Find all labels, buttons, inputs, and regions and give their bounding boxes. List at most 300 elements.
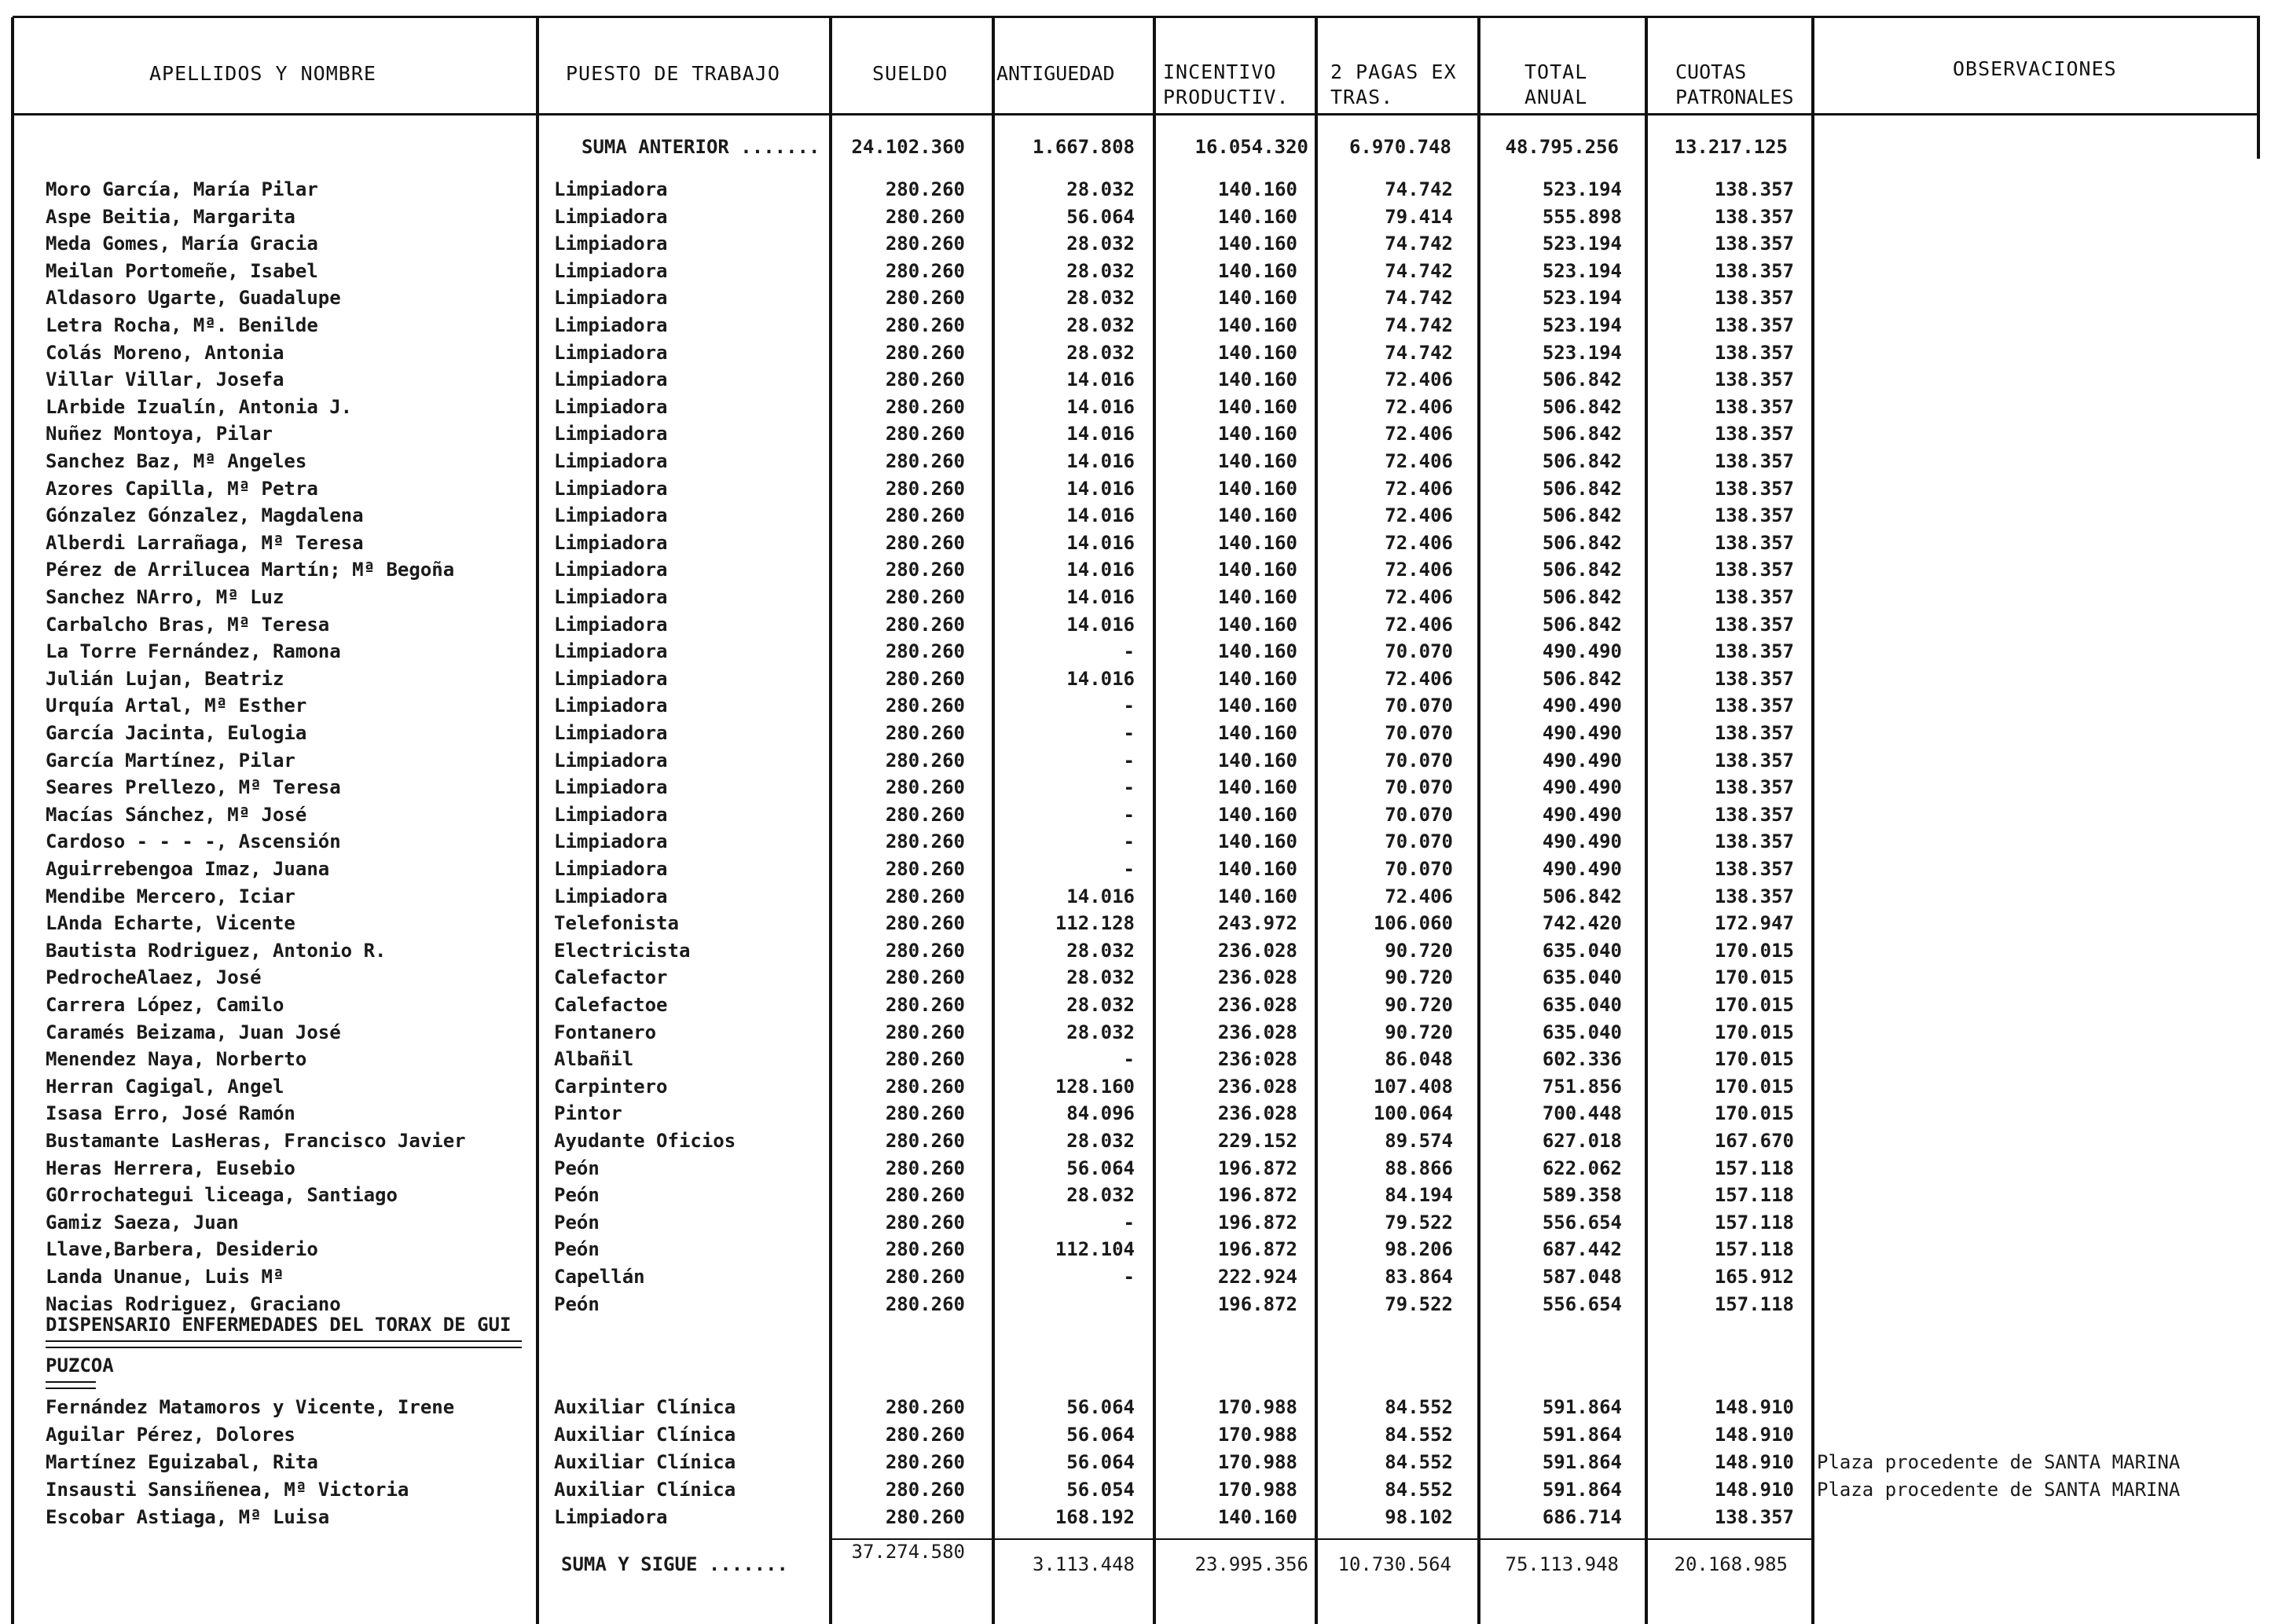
- row-total: 591.864: [1542, 1423, 1622, 1446]
- row-puesto: Limpiadora: [554, 776, 668, 799]
- row-pagas: 74.742: [1385, 341, 1453, 364]
- row-incentivo: 140.160: [1217, 830, 1297, 853]
- row-cuotas: 167.670: [1714, 1130, 1794, 1152]
- suma-sigue-antiguedad: 3.113.448: [1032, 1553, 1135, 1575]
- row-sueldo: 280.260: [885, 450, 965, 472]
- row-antiguedad: 14.016: [1066, 613, 1135, 636]
- suma-anterior-antiguedad: 1.667.808: [1032, 136, 1135, 158]
- row-nombre: Carbalcho Bras, Mª Teresa: [46, 613, 330, 636]
- header-pagas: 2 PAGAS EX TRAS.: [1330, 60, 1457, 108]
- row-antiguedad: -: [1123, 1266, 1135, 1288]
- row-sueldo: 280.260: [885, 1266, 965, 1288]
- row-sueldo: 280.260: [885, 477, 965, 500]
- row-pagas: 70.070: [1385, 803, 1453, 826]
- row-total: 591.864: [1542, 1478, 1622, 1501]
- row-incentivo: 196.872: [1217, 1184, 1297, 1207]
- row-sueldo: 280.260: [885, 314, 965, 336]
- row-total: 591.864: [1542, 1450, 1622, 1473]
- row-puesto: Calefactor: [554, 966, 668, 989]
- row-incentivo: 140.160: [1217, 722, 1297, 744]
- row-incentivo: 140.160: [1217, 341, 1297, 364]
- row-cuotas: 138.357: [1714, 559, 1794, 581]
- row-total: 635.040: [1542, 1021, 1622, 1043]
- row-cuotas: 138.357: [1714, 531, 1794, 554]
- row-incentivo: 140.160: [1217, 287, 1297, 310]
- row-puesto: Limpiadora: [554, 341, 668, 364]
- row-total: 506.842: [1542, 531, 1622, 554]
- row-total: 622.062: [1542, 1157, 1622, 1179]
- row-puesto: Limpiadora: [554, 1505, 668, 1528]
- row-pagas: 79.414: [1385, 205, 1453, 228]
- row-sueldo: 280.260: [885, 1211, 965, 1234]
- row-total: 700.448: [1542, 1102, 1622, 1125]
- header-sueldo: SUELDO: [872, 62, 948, 85]
- row-pagas: 70.070: [1385, 749, 1453, 772]
- row-nombre: Bautista Rodriguez, Antonio R.: [46, 939, 387, 962]
- row-antiguedad: 14.016: [1066, 504, 1135, 527]
- row-pagas: 72.406: [1385, 423, 1453, 445]
- row-incentivo: 140.160: [1217, 858, 1297, 880]
- row-cuotas: 148.910: [1714, 1450, 1794, 1473]
- row-nombre: García Jacinta, Eulogia: [46, 722, 307, 744]
- rule-col-obs: [1811, 17, 1814, 1624]
- header-incentivo: INCENTIVO PRODUCTIV.: [1163, 60, 1290, 108]
- row-cuotas: 138.357: [1714, 830, 1794, 853]
- row-nombre: Gónzalez Gónzalez, Magdalena: [46, 504, 364, 527]
- row-cuotas: 157.118: [1714, 1292, 1794, 1315]
- row-antiguedad: 112.104: [1055, 1238, 1135, 1261]
- row-puesto: Limpiadora: [554, 259, 668, 282]
- row-nombre: Azores Capilla, Mª Petra: [46, 477, 318, 500]
- row-incentivo: 140.160: [1217, 885, 1297, 907]
- row-nombre: Alberdi Larrañaga, Mª Teresa: [46, 531, 364, 554]
- row-incentivo: 236.028: [1217, 994, 1297, 1016]
- row-nombre: PedrocheAlaez, José: [46, 966, 262, 989]
- row-total: 591.864: [1542, 1396, 1622, 1418]
- row-puesto: Pintor: [554, 1102, 622, 1125]
- row-incentivo: 236.028: [1217, 1075, 1297, 1098]
- row-incentivo: 140.160: [1217, 586, 1297, 608]
- row-nombre: Julián Lujan, Beatriz: [46, 667, 284, 690]
- row-total: 490.490: [1542, 695, 1622, 717]
- row-total: 506.842: [1542, 613, 1622, 636]
- row-sueldo: 280.260: [885, 1292, 965, 1315]
- row-antiguedad: -: [1123, 749, 1135, 772]
- row-pagas: 74.742: [1385, 287, 1453, 310]
- row-pagas: 72.406: [1385, 368, 1453, 391]
- row-incentivo: 140.160: [1217, 695, 1297, 717]
- row-cuotas: 165.912: [1714, 1266, 1794, 1288]
- row-total: 506.842: [1542, 504, 1622, 527]
- row-sueldo: 280.260: [885, 287, 965, 310]
- row-nombre: Isasa Erro, José Ramón: [46, 1102, 295, 1125]
- row-sueldo: 280.260: [885, 912, 965, 935]
- row-pagas: 72.406: [1385, 504, 1453, 527]
- row-total: 523.194: [1542, 259, 1622, 282]
- row-total: 506.842: [1542, 368, 1622, 391]
- row-pagas: 83.864: [1385, 1266, 1453, 1288]
- row-antiguedad: -: [1123, 776, 1135, 799]
- row-puesto: Limpiadora: [554, 885, 668, 907]
- row-total: 627.018: [1542, 1130, 1622, 1152]
- row-total: 523.194: [1542, 287, 1622, 310]
- row-incentivo: 140.160: [1217, 504, 1297, 527]
- row-pagas: 72.406: [1385, 586, 1453, 608]
- suma-anterior-label: SUMA ANTERIOR .......: [582, 136, 820, 158]
- row-nombre: Villar Villar, Josefa: [46, 368, 284, 391]
- row-puesto: Limpiadora: [554, 749, 668, 772]
- row-incentivo: 140.160: [1217, 559, 1297, 581]
- row-sueldo: 280.260: [885, 1048, 965, 1071]
- row-incentivo: 170.988: [1217, 1450, 1297, 1473]
- row-antiguedad: 28.032: [1066, 1130, 1135, 1152]
- row-sueldo: 280.260: [885, 1102, 965, 1125]
- section-underline-2: [46, 1381, 96, 1389]
- row-antiguedad: -: [1123, 830, 1135, 853]
- row-sueldo: 280.260: [885, 749, 965, 772]
- row-cuotas: 170.015: [1714, 966, 1794, 989]
- row-sueldo: 280.260: [885, 1021, 965, 1043]
- suma-sigue-total: 75.113.948: [1505, 1553, 1619, 1575]
- row-nombre: Seares Prellezo, Mª Teresa: [46, 776, 341, 799]
- row-total: 589.358: [1542, 1184, 1622, 1207]
- row-cuotas: 138.357: [1714, 205, 1794, 228]
- row-cuotas: 138.357: [1714, 885, 1794, 907]
- row-sueldo: 280.260: [885, 722, 965, 744]
- row-cuotas: 138.357: [1714, 858, 1794, 880]
- row-puesto: Limpiadora: [554, 477, 668, 500]
- row-antiguedad: 14.016: [1066, 559, 1135, 581]
- suma-anterior-cuotas: 13.217.125: [1674, 136, 1788, 158]
- row-incentivo: 236.028: [1217, 1102, 1297, 1125]
- row-cuotas: 138.357: [1714, 395, 1794, 418]
- row-sueldo: 280.260: [885, 695, 965, 717]
- row-cuotas: 170.015: [1714, 1102, 1794, 1125]
- row-total: 490.490: [1542, 858, 1622, 880]
- row-antiguedad: 56.064: [1066, 1423, 1135, 1446]
- row-nombre: LArbide Izualín, Antonia J.: [46, 395, 353, 418]
- row-incentivo: 140.160: [1217, 259, 1297, 282]
- row-total: 506.842: [1542, 559, 1622, 581]
- row-puesto: Telefonista: [554, 912, 679, 935]
- row-pagas: 72.406: [1385, 531, 1453, 554]
- row-cuotas: 138.357: [1714, 368, 1794, 391]
- row-cuotas: 138.357: [1714, 259, 1794, 282]
- row-incentivo: 140.160: [1217, 178, 1297, 200]
- row-incentivo: 140.160: [1217, 1505, 1297, 1528]
- row-antiguedad: 14.016: [1066, 667, 1135, 690]
- row-nombre: Landa Unanue, Luis Mª: [46, 1266, 284, 1288]
- row-antiguedad: 56.054: [1066, 1478, 1135, 1501]
- row-pagas: 79.522: [1385, 1292, 1453, 1315]
- row-incentivo: 196.872: [1217, 1157, 1297, 1179]
- row-puesto: Limpiadora: [554, 667, 668, 690]
- row-sueldo: 280.260: [885, 341, 965, 364]
- row-sueldo: 280.260: [885, 423, 965, 445]
- row-sueldo: 280.260: [885, 994, 965, 1016]
- row-obs: Plaza procedente de SANTA MARINA: [1817, 1478, 2181, 1501]
- row-total: 523.194: [1542, 314, 1622, 336]
- row-incentivo: 170.988: [1217, 1423, 1297, 1446]
- row-cuotas: 170.015: [1714, 1021, 1794, 1043]
- row-incentivo: 140.160: [1217, 640, 1297, 663]
- suma-sigue-sueldo: 37.274.580: [851, 1541, 965, 1563]
- row-antiguedad: 28.032: [1066, 259, 1135, 282]
- row-incentivo: 140.160: [1217, 395, 1297, 418]
- row-sueldo: 280.260: [885, 1157, 965, 1179]
- row-antiguedad: 56.064: [1066, 1450, 1135, 1473]
- row-antiguedad: -: [1123, 722, 1135, 744]
- row-cuotas: 148.910: [1714, 1396, 1794, 1418]
- row-cuotas: 148.910: [1714, 1478, 1794, 1501]
- row-sueldo: 280.260: [885, 640, 965, 663]
- row-antiguedad: 14.016: [1066, 368, 1135, 391]
- row-pagas: 90.720: [1385, 994, 1453, 1016]
- suma-anterior-sueldo: 24.102.360: [851, 136, 965, 158]
- row-pagas: 72.406: [1385, 395, 1453, 418]
- row-incentivo: 222.924: [1217, 1266, 1297, 1288]
- row-cuotas: 138.357: [1714, 803, 1794, 826]
- row-sueldo: 280.260: [885, 803, 965, 826]
- row-antiguedad: 112.128: [1055, 912, 1135, 935]
- row-sueldo: 280.260: [885, 395, 965, 418]
- row-cuotas: 170.015: [1714, 1048, 1794, 1071]
- row-cuotas: 157.118: [1714, 1238, 1794, 1261]
- row-puesto: Limpiadora: [554, 531, 668, 554]
- row-puesto: Limpiadora: [554, 613, 668, 636]
- row-antiguedad: 14.016: [1066, 395, 1135, 418]
- row-cuotas: 170.015: [1714, 1075, 1794, 1098]
- row-puesto: Limpiadora: [554, 450, 668, 472]
- row-cuotas: 138.357: [1714, 477, 1794, 500]
- row-pagas: 72.406: [1385, 613, 1453, 636]
- row-antiguedad: 28.032: [1066, 314, 1135, 336]
- row-total: 523.194: [1542, 341, 1622, 364]
- row-puesto: Limpiadora: [554, 178, 668, 200]
- row-pagas: 74.742: [1385, 178, 1453, 200]
- row-pagas: 107.408: [1373, 1075, 1453, 1098]
- row-total: 523.194: [1542, 233, 1622, 255]
- row-total: 490.490: [1542, 722, 1622, 744]
- row-antiguedad: 28.032: [1066, 287, 1135, 310]
- row-puesto: Limpiadora: [554, 314, 668, 336]
- row-cuotas: 138.357: [1714, 667, 1794, 690]
- row-antiguedad: 128.160: [1055, 1075, 1135, 1098]
- row-sueldo: 280.260: [885, 233, 965, 255]
- row-pagas: 106.060: [1373, 912, 1453, 935]
- row-puesto: Peón: [554, 1238, 600, 1261]
- row-antiguedad: -: [1123, 1048, 1135, 1071]
- row-antiguedad: 14.016: [1066, 477, 1135, 500]
- row-pagas: 70.070: [1385, 776, 1453, 799]
- row-sueldo: 280.260: [885, 939, 965, 962]
- row-nombre: García Martínez, Pilar: [46, 749, 295, 772]
- row-sueldo: 280.260: [885, 178, 965, 200]
- row-incentivo: 236.028: [1217, 1021, 1297, 1043]
- row-antiguedad: -: [1123, 858, 1135, 880]
- row-nombre: Nuñez Montoya, Pilar: [46, 423, 273, 445]
- row-incentivo: 170.988: [1217, 1396, 1297, 1418]
- row-cuotas: 138.357: [1714, 423, 1794, 445]
- row-pagas: 74.742: [1385, 259, 1453, 282]
- row-cuotas: 138.357: [1714, 749, 1794, 772]
- row-incentivo: 243.972: [1217, 912, 1297, 935]
- rule-top: [13, 16, 2260, 18]
- row-antiguedad: 14.016: [1066, 531, 1135, 554]
- row-nombre: Martínez Eguizabal, Rita: [46, 1450, 318, 1473]
- row-total: 742.420: [1542, 912, 1622, 935]
- header-antiguedad: ANTIGUEDAD: [996, 62, 1115, 85]
- row-sueldo: 280.260: [885, 1396, 965, 1418]
- row-nombre: Macías Sánchez, Mª José: [46, 803, 307, 826]
- section-underline-1: [46, 1340, 522, 1348]
- row-nombre: Aldasoro Ugarte, Guadalupe: [46, 287, 341, 310]
- row-incentivo: 196.872: [1217, 1238, 1297, 1261]
- row-cuotas: 157.118: [1714, 1211, 1794, 1234]
- row-nombre: Meda Gomes, María Gracia: [46, 233, 318, 255]
- row-nombre: Escobar Astiaga, Mª Luisa: [46, 1505, 330, 1528]
- row-cuotas: 157.118: [1714, 1184, 1794, 1207]
- row-puesto: Limpiadora: [554, 395, 668, 418]
- row-total: 556.654: [1542, 1292, 1622, 1315]
- row-total: 602.336: [1542, 1048, 1622, 1071]
- suma-anterior-total: 48.795.256: [1505, 136, 1619, 158]
- row-nombre: La Torre Fernández, Ramona: [46, 640, 341, 663]
- row-cuotas: 138.357: [1714, 178, 1794, 200]
- row-nombre: Cardoso - - - -, Ascensión: [46, 830, 341, 853]
- row-total: 506.842: [1542, 586, 1622, 608]
- header-nombre: APELLIDOS Y NOMBRE: [149, 62, 376, 85]
- row-nombre: Sanchez NArro, Mª Luz: [46, 586, 284, 608]
- row-antiguedad: 56.064: [1066, 205, 1135, 228]
- rule-col-sueldo: [829, 17, 832, 1624]
- row-incentivo: 140.160: [1217, 205, 1297, 228]
- row-sueldo: 280.260: [885, 259, 965, 282]
- row-total: 555.898: [1542, 205, 1622, 228]
- row-incentivo: 140.160: [1217, 776, 1297, 799]
- section-title-line2: PUZCOA: [46, 1355, 114, 1377]
- row-puesto: Albañil: [554, 1048, 634, 1071]
- header-observaciones: OBSERVACIONES: [1953, 57, 2117, 80]
- row-nombre: Fernández Matamoros y Vicente, Irene: [46, 1396, 455, 1418]
- row-antiguedad: -: [1123, 1211, 1135, 1234]
- row-puesto: Peón: [554, 1211, 600, 1234]
- rule-totals: [829, 1538, 1811, 1540]
- row-puesto: Limpiadora: [554, 504, 668, 527]
- row-nombre: Heras Herrera, Eusebio: [46, 1157, 295, 1179]
- row-sueldo: 280.260: [885, 776, 965, 799]
- row-total: 490.490: [1542, 640, 1622, 663]
- row-antiguedad: 28.032: [1066, 1184, 1135, 1207]
- row-antiguedad: 14.016: [1066, 423, 1135, 445]
- row-sueldo: 280.260: [885, 830, 965, 853]
- row-nombre: GOrrochategui liceaga, Santiago: [46, 1184, 398, 1207]
- row-total: 523.194: [1542, 178, 1622, 200]
- row-pagas: 72.406: [1385, 667, 1453, 690]
- rule-left: [11, 17, 14, 1624]
- row-pagas: 72.406: [1385, 559, 1453, 581]
- row-sueldo: 280.260: [885, 559, 965, 581]
- row-pagas: 72.406: [1385, 477, 1453, 500]
- row-pagas: 90.720: [1385, 1021, 1453, 1043]
- row-pagas: 100.064: [1373, 1102, 1453, 1125]
- row-sueldo: 280.260: [885, 1450, 965, 1473]
- suma-sigue-label: SUMA Y SIGUE .......: [561, 1553, 788, 1575]
- row-sueldo: 280.260: [885, 531, 965, 554]
- row-puesto: Auxiliar Clínica: [554, 1396, 736, 1418]
- row-nombre: Meilan Portomeñe, Isabel: [46, 259, 318, 282]
- row-puesto: Carpintero: [554, 1075, 668, 1098]
- row-total: 490.490: [1542, 749, 1622, 772]
- header-total: TOTAL ANUAL: [1524, 60, 1588, 108]
- row-incentivo: 229.152: [1217, 1130, 1297, 1152]
- row-puesto: Fontanero: [554, 1021, 657, 1043]
- row-nombre: Aguilar Pérez, Dolores: [46, 1423, 295, 1446]
- row-total: 587.048: [1542, 1266, 1622, 1288]
- row-puesto: Limpiadora: [554, 368, 668, 391]
- row-puesto: Peón: [554, 1292, 600, 1315]
- row-pagas: 84.552: [1385, 1450, 1453, 1473]
- row-incentivo: 236.028: [1217, 939, 1297, 962]
- row-pagas: 90.720: [1385, 939, 1453, 962]
- row-total: 506.842: [1542, 885, 1622, 907]
- row-cuotas: 138.357: [1714, 695, 1794, 717]
- row-total: 635.040: [1542, 939, 1622, 962]
- row-incentivo: 140.160: [1217, 450, 1297, 472]
- row-nombre: Pérez de Arrilucea Martín; Mª Begoña: [46, 559, 455, 581]
- row-nombre: LAnda Echarte, Vicente: [46, 912, 295, 935]
- row-pagas: 84.552: [1385, 1396, 1453, 1418]
- row-nombre: Aspe Beitia, Margarita: [46, 205, 295, 228]
- row-puesto: Ayudante Oficios: [554, 1130, 736, 1152]
- row-antiguedad: -: [1123, 640, 1135, 663]
- row-pagas: 70.070: [1385, 695, 1453, 717]
- row-cuotas: 138.357: [1714, 504, 1794, 527]
- row-incentivo: 140.160: [1217, 531, 1297, 554]
- row-pagas: 72.406: [1385, 450, 1453, 472]
- row-sueldo: 280.260: [885, 1505, 965, 1528]
- row-pagas: 70.070: [1385, 858, 1453, 880]
- row-nombre: Nacias Rodriguez, Graciano: [46, 1292, 341, 1315]
- row-nombre: Bustamante LasHeras, Francisco Javier: [46, 1130, 466, 1152]
- row-cuotas: 172.947: [1714, 912, 1794, 935]
- row-nombre: Gamiz Saeza, Juan: [46, 1211, 239, 1234]
- row-antiguedad: 28.032: [1066, 994, 1135, 1016]
- row-cuotas: 157.118: [1714, 1157, 1794, 1179]
- row-sueldo: 280.260: [885, 368, 965, 391]
- row-antiguedad: 28.032: [1066, 233, 1135, 255]
- row-pagas: 98.102: [1385, 1505, 1453, 1528]
- row-nombre: Llave,Barbera, Desiderio: [46, 1238, 318, 1261]
- suma-sigue-pagas: 10.730.564: [1337, 1553, 1451, 1575]
- row-puesto: Limpiadora: [554, 722, 668, 744]
- row-cuotas: 138.357: [1714, 287, 1794, 310]
- row-pagas: 84.552: [1385, 1423, 1453, 1446]
- row-nombre: Insausti Sansiñenea, Mª Victoria: [46, 1478, 409, 1501]
- row-antiguedad: 28.032: [1066, 966, 1135, 989]
- row-sueldo: 280.260: [885, 504, 965, 527]
- row-incentivo: 236:028: [1217, 1048, 1297, 1071]
- suma-anterior-incentivo: 16.054.320: [1194, 136, 1308, 158]
- row-incentivo: 140.160: [1217, 613, 1297, 636]
- row-nombre: Caramés Beizama, Juan José: [46, 1021, 341, 1043]
- header-cuotas: CUOTAS PATRONALES: [1675, 60, 1794, 108]
- row-sueldo: 280.260: [885, 667, 965, 690]
- row-sueldo: 280.260: [885, 885, 965, 907]
- row-total: 506.842: [1542, 395, 1622, 418]
- row-incentivo: 196.872: [1217, 1292, 1297, 1315]
- suma-sigue-incentivo: 23.995.356: [1194, 1553, 1308, 1575]
